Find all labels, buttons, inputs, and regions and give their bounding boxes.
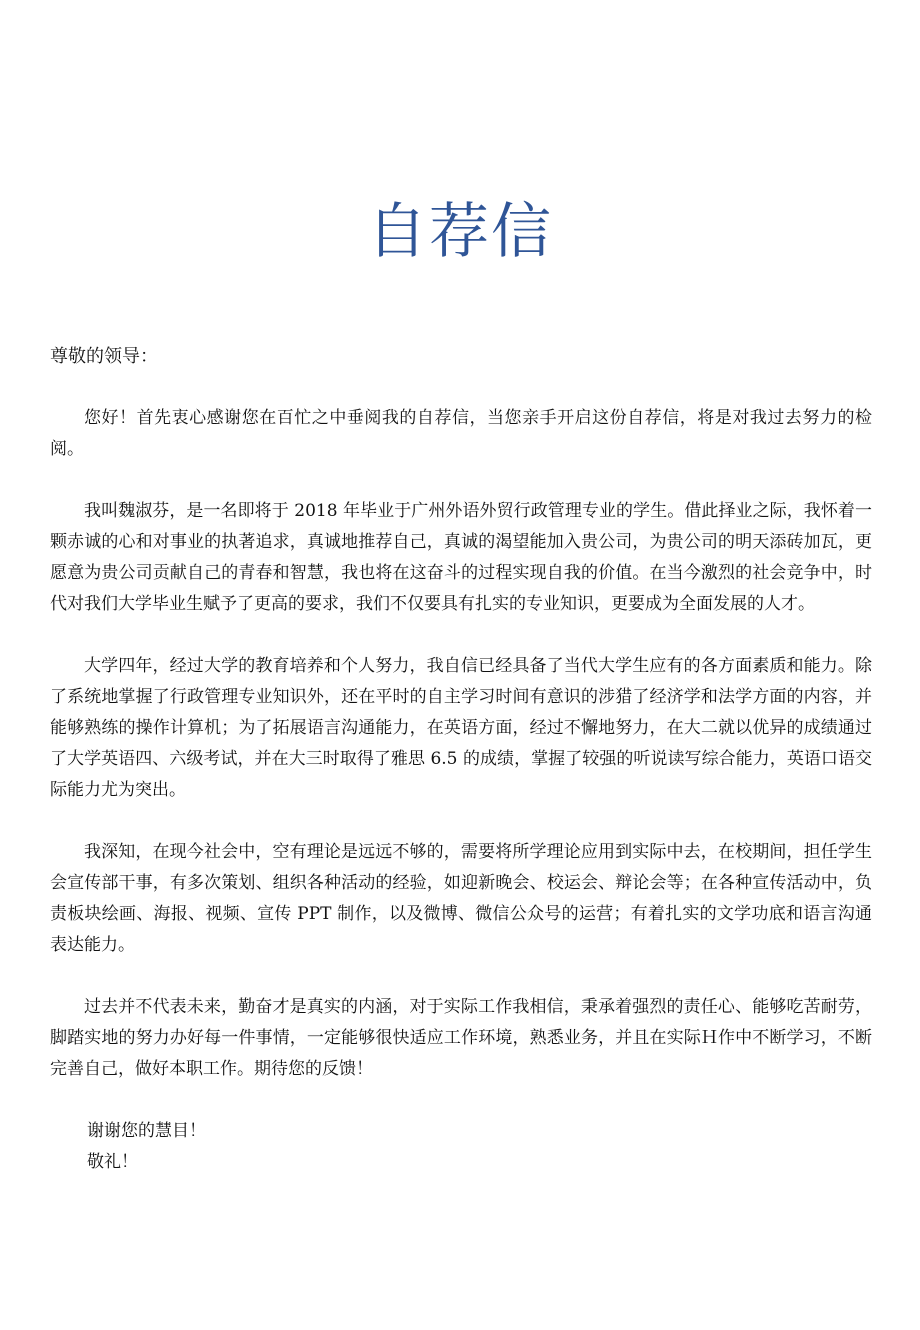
closing-regards: 敬礼！ bbox=[87, 1152, 138, 1172]
paragraph-greeting: 您好！首先衷心感谢您在百忙之中垂阅我的自荐信，当您亲手开启这份自荐信，将是对我过去努力的检阅。 bbox=[50, 408, 872, 459]
salutation: 尊敬的领导： bbox=[50, 346, 158, 367]
letter-body bbox=[50, 341, 872, 1178]
paragraph-education: 大学四年，经过大学的教育培养和个人努力，我自信已经具备了当代大学生应有的各方面素质和能力。除了系统地掌握了行政管理专业知识外，还在平时的自主学习时间有意识的涉猎了经济学和法学方面的内容，并能够熟练的操作计算机；为了拓展语言沟通能力，在英语方面，经过不懈地努力，在大二就以优异的成绩通过了大学英语四、六级考试，并在大三时取得了雅思 6.5 的成绩，掌握了较强的听说读写综合能力，英语口语交际能力尤为突出。 bbox=[50, 656, 872, 800]
closing-thanks: 谢谢您的慧目！ bbox=[87, 1121, 206, 1141]
paragraph-introduction: 我叫魏淑芬，是一名即将于 2018 年毕业于广州外语外贸行政管理专业的学生。借此择业之际，我怀着一颗赤诚的心和对事业的执著追求，真诚地推荐自己，真诚的渴望能加入贵公司，为贵公司的明天添砖加瓦，更愿意为贵公司贡献自己的青春和智慧，我也将在这奋斗的过程实现自我的价值。在当今激烈的社会竞争中，时代对我们大学毕业生赋予了更高的要求，我们不仅要具有扎实的专业知识，更要成为全面发展的人才。 bbox=[50, 501, 872, 614]
paragraph-commitment: 过去并不代表未来，勤奋才是真实的内涵，对于实际工作我相信，秉承着强烈的责任心、能够吃苦耐劳，脚踏实地的努力办好每一件事情，一定能够很快适应工作环境，熟悉业务，并且在实际Ｈ作中不断学习，不断完善自己，做好本职工作。期待您的反馈！ bbox=[50, 997, 872, 1079]
paragraph-experience: 我深知，在现今社会中，空有理论是远远不够的，需要将所学理论应用到实际中去，在校期间，担任学生会宣传部干事，有多次策划、组织各种活动的经验，如迎新晚会、校运会、辩论会等；在各种宣传活动中，负责板块绘画、海报、视频、宣传 PPT 制作，以及微博、微信公众号的运营；有着扎实的文学功底和语言沟通表达能力。 bbox=[50, 842, 872, 955]
letter-title: 自荐信 bbox=[367, 197, 553, 267]
